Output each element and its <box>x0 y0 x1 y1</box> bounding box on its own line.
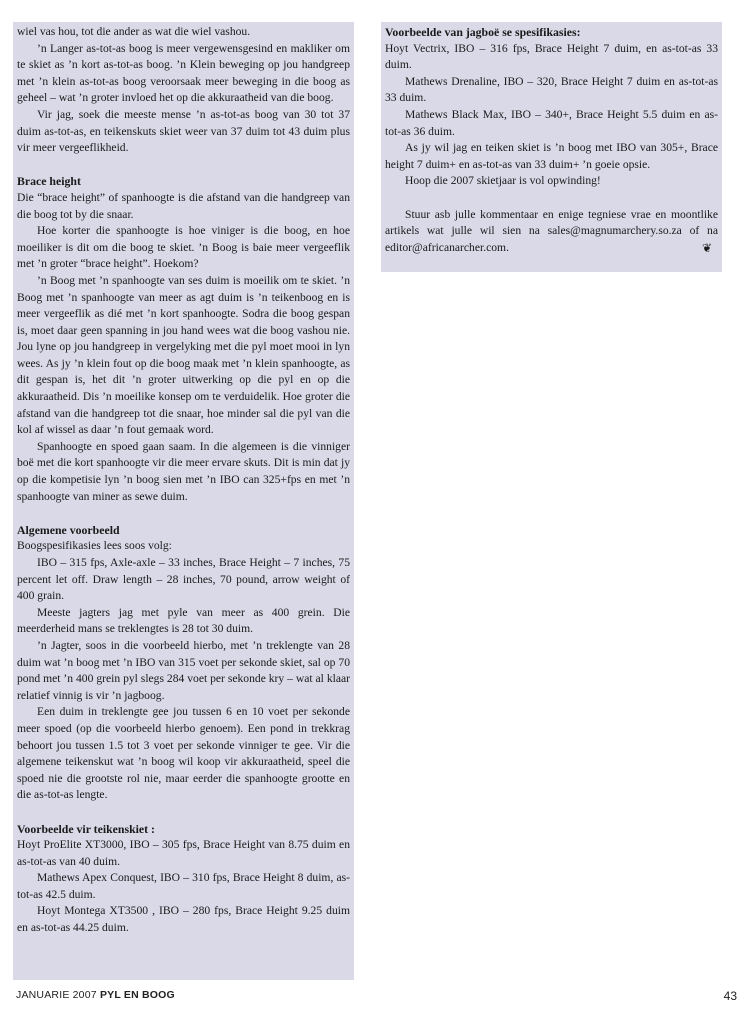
intro-paragraph: ’n Langer as-tot-as boog is meer vergewensgesind en makliker om te skiet as ’n kort as-tot-as boog. ’n Klein beweging op jou handgreep met ’n klein as-tot-as boog veroorsaak meer beweging in die boog as geheel – wat ’n groter invloed het op die akkuraatheid van die boog. <box>17 41 350 105</box>
section-heading-general-example: Algemene voorbeeld <box>17 522 120 537</box>
body-paragraph: As jy wil jag en teiken skiet is ’n boog met IBO van 305+, Brace height 7 duim+ en as-tot-as van 33 duim+ ’n goeie opsie. <box>385 141 718 171</box>
body-paragraph: Hoop die 2007 skietjaar is vol opwinding! <box>405 174 601 188</box>
footer-issue <box>16 989 175 1001</box>
intro-paragraph: Vir jag, soek die meeste mense ’n as-tot-as boog van 30 tot 37 duim as-tot-as, en teikenskuts skiet weer van 37 duim tot 43 duim plus vir meer vergeeflikheid. <box>17 107 350 155</box>
body-paragraph: Die “brace height” of spanhoogte is die afstand van die handgreep van die boog tot by die snaar. <box>17 190 350 221</box>
body-paragraph: Mathews Black Max, IBO – 340+, Brace Height 5.5 duim en as-tot-as 36 duim. <box>385 107 718 138</box>
body-paragraph: Hoe korter die spanhoogte is hoe viniger is die boog, en hoe moeiliker is dit om die boog te skiet. ’n Boog is baie meer vergeeflik met ’n groter “brace height”. Hoekom? <box>17 224 350 271</box>
body-paragraph: IBO – 315 fps, Axle-axle – 33 inches, Brace Height – 7 inches, 75 percent let off. Draw length – 28 inches, 70 pound, arrow weight of 400 grain. <box>17 556 350 603</box>
footer-magazine-name: PYL EN BOOG <box>99 989 175 1001</box>
section-heading-target-examples: Voorbeelde vir teikenskiet : <box>17 821 155 836</box>
body-paragraph: Mathews Apex Conquest, IBO – 310 fps, Brace Height 8 duim, as-tot-as 42.5 duim. <box>17 871 350 901</box>
right-column <box>381 22 722 272</box>
left-column <box>13 22 354 980</box>
page-number: 43 <box>723 989 737 1003</box>
closing-paragraph <box>385 207 718 257</box>
body-paragraph: Hoyt Vectrix, IBO – 316 fps, Brace Height 7 duim, en as-tot-as 33 duim. <box>385 41 718 72</box>
footer-issue-date: JANUARIE 2007 <box>16 989 97 1001</box>
body-paragraph: ’n Jagter, soos in die voorbeeld hierbo, met ’n treklengte van 28 duim wat ’n boog met ’n IBO van 315 voet per sekonde skiet, sal op 70 pond met ’n 400 grein pyl slegs 284 voet per sekonde kry – wat al klaar relatief vinnig is vir ’n jagboog. <box>17 638 350 702</box>
body-paragraph: Meeste jagters jag met pyle van meer as 400 grein. Die meerderheid mans se treklengtes is 28 tot 30 duim. <box>17 605 350 636</box>
end-mark-icon: ❦ <box>701 240 712 255</box>
closing-text: Stuur asb julle kommentaar en enige tegniese vrae en moontlike artikels wat julle wil sien na sales@magnumarchery.so.za of na editor@africanarcher.com. <box>385 207 718 254</box>
section-heading-brace-height: Brace height <box>17 174 81 189</box>
intro-paragraph: wiel vas hou, tot die ander as wat die wiel vashou. <box>17 25 251 38</box>
body-paragraph: Boogspesifikasies lees soos volg: <box>17 539 172 553</box>
body-paragraph: Hoyt Montega XT3500 , IBO – 280 fps, Brace Height 9.25 duim en as-tot-as 44.25 duim. <box>17 904 350 935</box>
body-paragraph: Mathews Drenaline, IBO – 320, Brace Height 7 duim en as-tot-as 33 duim. <box>385 74 718 105</box>
body-paragraph: Hoyt ProElite XT3000, IBO – 305 fps, Brace Height van 8.75 duim en as-tot-as van 40 duim. <box>17 838 350 868</box>
body-paragraph: Een duim in treklengte gee jou tussen 6 en 10 voet per sekonde meer spoed (op die voorbeeld hierbo genoem). Een pond in trekkrag behoort jou tussen 1.5 tot 3 voet per sekonde vinniger te gee. Vir die algemene teikenskut wat ’n boog wil koop vir akkuraatheid, speel die spoed nie die grootste rol nie, maar eerder die spanhoogte grootte en die as-tot-as lengte. <box>17 705 350 802</box>
body-paragraph: Spanhoogte en spoed gaan saam. In die algemeen is die vinniger boë met die kort spanhoogte vir die meer ervare skuts. Dit is min dat jy op die kompetisie lyn ’n boog sien met ’n IBO can 325+fps en met ’n spanhoogte van miner as sewe duim. <box>17 439 350 503</box>
body-paragraph: ’n Boog met ’n spanhoogte van ses duim is moeilik om te skiet. ’n Boog met ’n spanhoogte van meer as agt duim is ’n teikenboog en is meer vergeeflik as dié met ’n kort spanhoogte. Sodra die boog gespan is, moet daar geen spanning in jou hand wees wat die boog vashou nie. Jou lyne op jou handgreep in vergelyking met die pyl moet mooi in lyn wees. As jy ’n klein fout op die boog maak met ’n klein spanhoogte, as dit gespan is, het dit ’n groter uitwerking op die pyl en op die akkuraatheid. Dis ’n moeilike konsep om te verduidelik. Hoe groter die afstand van die handgreep tot die snaar, hoe minder sal die pyl van die kol af wissel as daar ’n fout gemaak word. <box>17 273 350 437</box>
section-heading-hunting-examples: Voorbeelde van jagboë se spesifikasies: <box>385 25 581 39</box>
